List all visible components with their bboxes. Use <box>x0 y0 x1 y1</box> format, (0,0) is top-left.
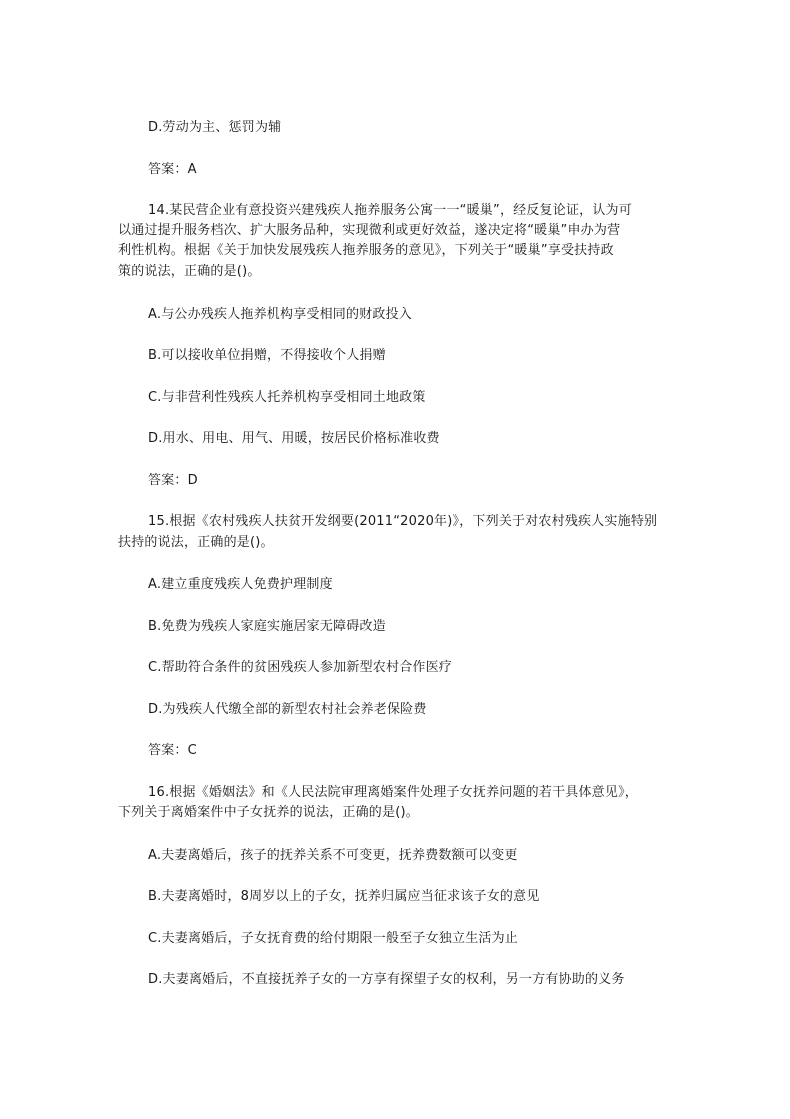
q15-option-c: C.帮助符合条件的贫困残疾人参加新型农村合作医疗 <box>148 660 453 675</box>
q16-stem-line1: 16.根据《婚姻法》和《人民法院审理离婚案件处理子女抚养问题的若干具体意见》， <box>148 785 638 800</box>
q14-stem-line4: 策的说法，正确的是()。 <box>118 264 261 279</box>
q14-answer: 答案：D <box>148 473 198 488</box>
q14-option-c: C.与非营利性残疾人托养机构享受相同土地政策 <box>148 390 426 405</box>
q16-option-c: C.夫妻离婚后，子女抚育费的给付期限一般至子女独立生活为止 <box>148 931 519 946</box>
q14-option-a: A.与公办残疾人拖养机构享受相同的财政投入 <box>148 307 412 322</box>
q13-option-d: D.劳动为主、惩罚为辅 <box>148 120 282 135</box>
q16-option-d: D.夫妻离婚后，不直接抚养子女的一方享有探望子女的权利，另一方有协助的义务 <box>148 972 625 987</box>
q13-answer: 答案：A <box>148 162 197 177</box>
q15-option-d: D.为残疾人代缴全部的新型农村社会养老保险费 <box>148 702 427 717</box>
q16-stem-line2: 下列关于离婚案件中子女抚养的说法，正确的是()。 <box>118 805 419 820</box>
q14-stem-line2: 以通过提升服务档次、扩大服务品种，实现微利或更好效益，遂决定将“暖巢”申办为营 <box>118 223 621 238</box>
q16-option-b: B.夫妻离婚时，8周岁以上的子女，抚养归属应当征求该子女的意见 <box>148 889 540 904</box>
q16-option-a: A.夫妻离婚后，孩子的抚养关系不可变更，抚养费数额可以变更 <box>148 848 518 863</box>
q14-stem-line3: 利性机构。根据《关于加快发展残疾人拖养服务的意见》，下列关于“暖巢”享受扶持政 <box>118 243 614 258</box>
q15-answer: 答案：C <box>148 743 197 758</box>
q15-option-a: A.建立重度残疾人免费护理制度 <box>148 577 333 592</box>
q14-stem-line1: 14.某民营企业有意投资兴建残疾人拖养服务公寓一一“暖巢”，经反复论证，认为可 <box>148 203 632 218</box>
q15-stem-line1: 15.根据《农村残疾人扶贫开发纲要(2011“2020年)》，下列关于对农村残疾人实施特别 <box>148 514 658 529</box>
q14-option-b: B.可以接收单位捐赠，不得接收个人捐赠 <box>148 348 386 363</box>
q14-option-d: D.用水、用电、用气、用暖，按居民价格标准收费 <box>148 431 440 446</box>
q15-stem-line2: 扶持的说法，正确的是()。 <box>118 535 274 550</box>
q15-option-b: B.免费为残疾人家庭实施居家无障碍改造 <box>148 619 386 634</box>
